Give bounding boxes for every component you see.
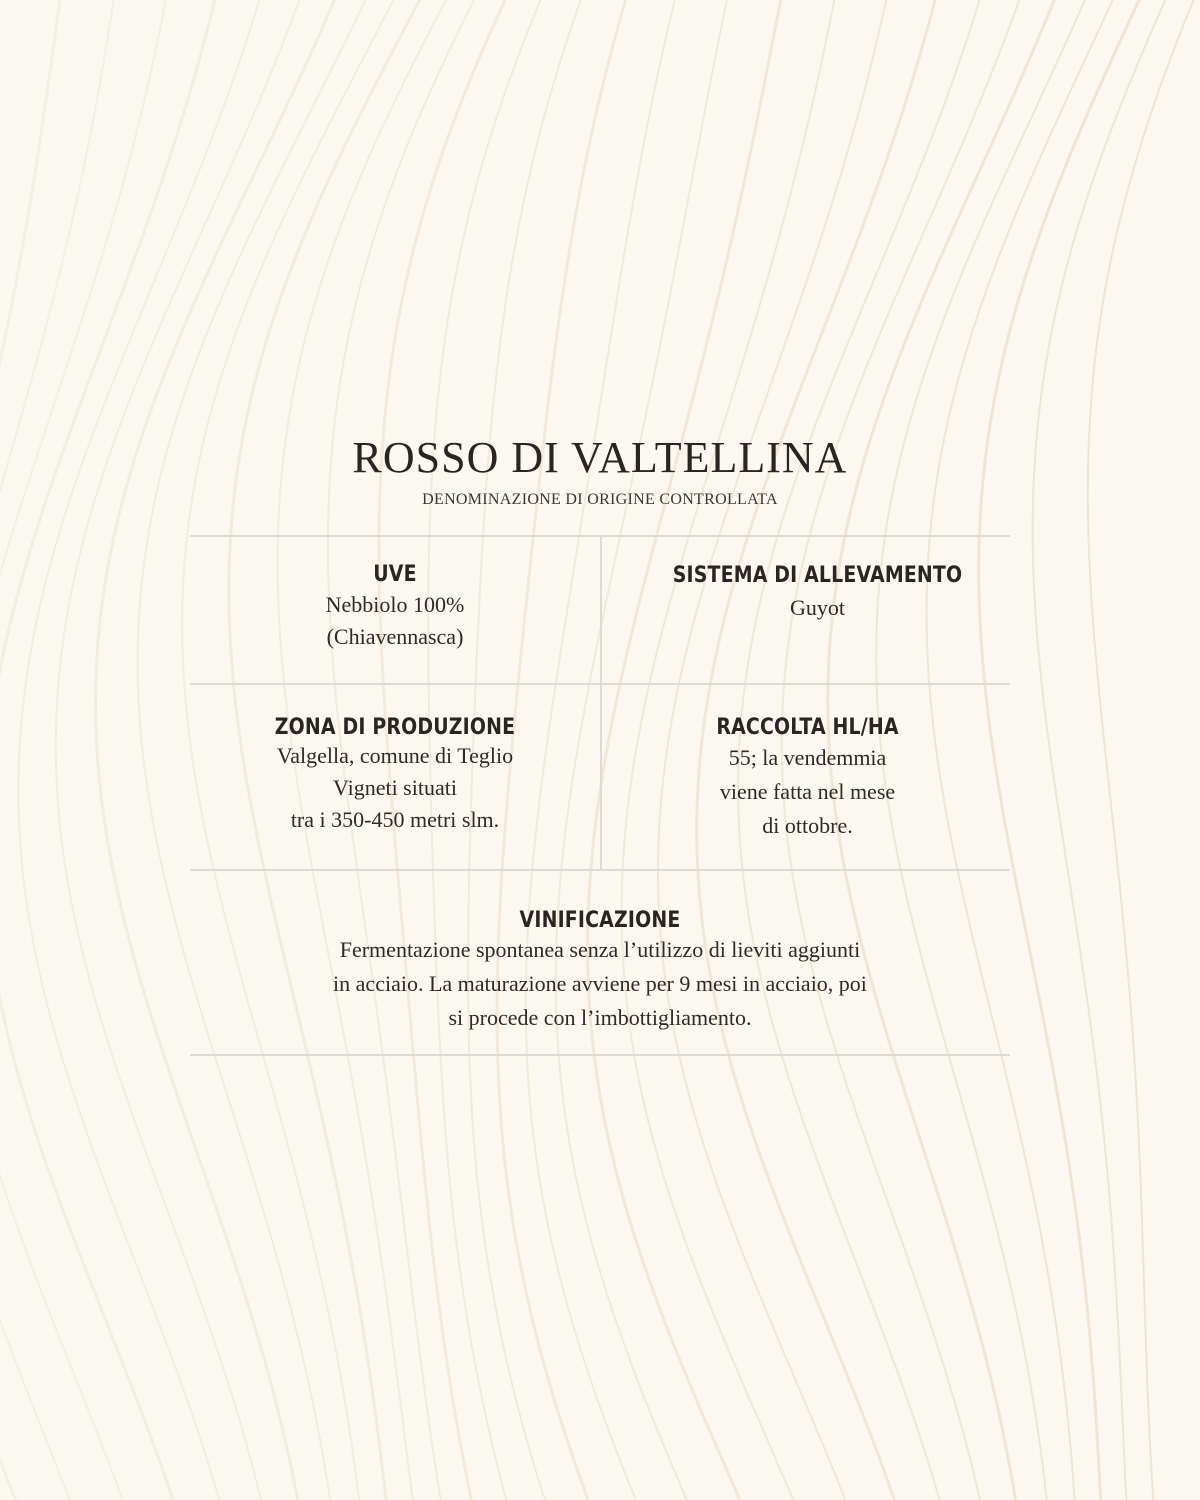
- divider-bottom: [190, 1054, 1010, 1056]
- sistema-allevamento-label: SISTEMA DI ALLEVAMENTO: [672, 563, 963, 588]
- raccolta-value: 55; la vendemmia viene fatta nel mese di ottobre.: [719, 745, 896, 838]
- uve-value: Nebbiolo 100% (Chiavennasca): [325, 592, 465, 649]
- vinificazione-label: VINIFICAZIONE: [519, 908, 681, 933]
- section-zona-produzione: [195, 715, 595, 836]
- section-vinificazione: [190, 908, 1010, 1035]
- sistema-allevamento-value: Guyot: [790, 595, 845, 620]
- zona-produzione-value: Valgella, comune di Teglio Vigneti situati tra i 350-450 metri slm.: [276, 743, 514, 832]
- divider-vertical: [600, 535, 602, 871]
- raccolta-label: RACCOLTA HL/HA: [716, 715, 899, 740]
- zona-produzione-label: ZONA DI PRODUZIONE: [274, 715, 516, 740]
- section-sistema-allevamento: [610, 563, 1025, 624]
- section-raccolta: [610, 715, 1005, 843]
- uve-label: UVE: [373, 562, 417, 587]
- section-uve: [195, 562, 595, 653]
- wine-title: ROSSO DI VALTELLINA: [352, 433, 848, 482]
- denomination-subtitle: DENOMINAZIONE DI ORIGINE CONTROLLATA: [422, 491, 778, 508]
- vinificazione-value: Fermentazione spontanea senza l’utilizzo di lieviti aggiunti in acciaio. La maturazione avviene per 9 mesi in acciaio, poi si procede con l’imbottigliamento.: [333, 937, 867, 1030]
